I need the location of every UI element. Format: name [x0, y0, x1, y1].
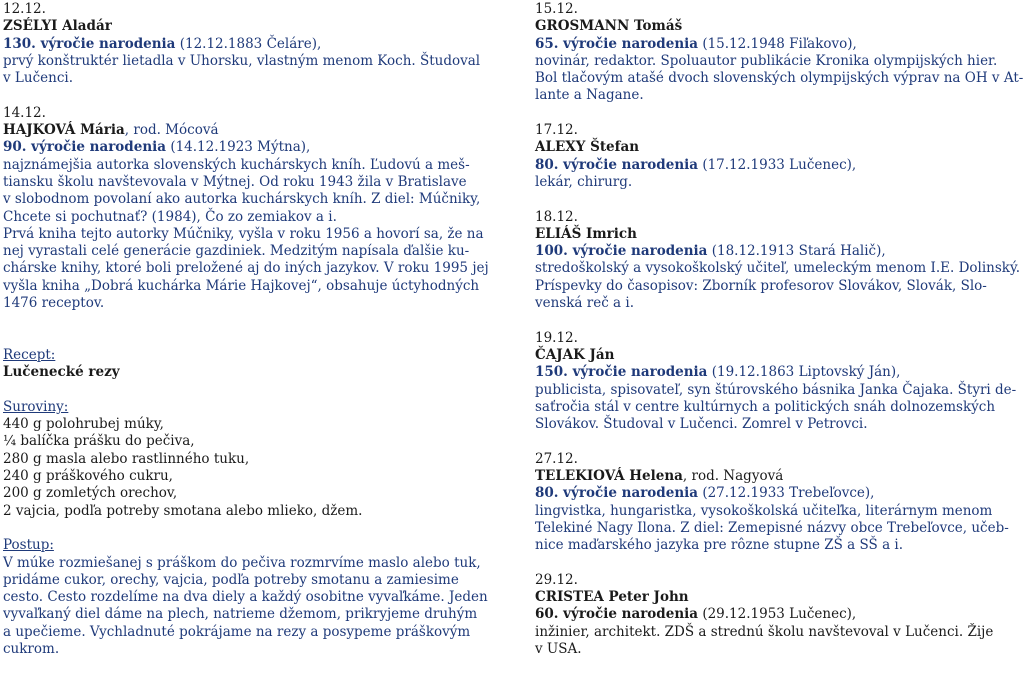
entry-description: stredoškolský a vysokoškolský učiteľ, umeleckým menom I.E. Dolinský. [535, 260, 1021, 277]
name-detail: , rod. Mócová [124, 122, 219, 139]
entry-description: Slovákov. Študoval v Lučenci. Zomrel v Petrovci. [535, 416, 868, 433]
ingredient-item: 240 g práškového cukru, [3, 468, 173, 485]
entry-anniversary [535, 606, 959, 623]
method-line: cesto. Cesto rozdelíme na dva diely a každý osobitne vyvaľkáme. Jeden [3, 589, 488, 606]
anniversary-bold: 60. výročie narodenia [535, 606, 699, 623]
ingredient-item: 2 vajcia, podľa potreby smotana alebo mlieko, džem. [3, 502, 363, 519]
entry-anniversary [535, 364, 959, 381]
entry-anniversary [535, 243, 959, 260]
entry-cajak [535, 329, 1017, 434]
method-line: vyvaľkaný diel dáme na plech, natrieme džemom, prikryjeme druhým [3, 606, 478, 623]
entry-hajkova [3, 104, 489, 313]
entry-anniversary [535, 485, 959, 502]
entry-date: 17.12. [535, 122, 578, 139]
entry-anniversary [3, 139, 435, 156]
entry-grosmann [535, 1, 1023, 105]
entry-description: prvý konštruktér lietadla v Uhorsku, vlastným menom Koch. Študoval [3, 52, 481, 69]
ingredient-item: 200 g zomletých orechov, [3, 485, 178, 502]
entry-date: 29.12. [535, 571, 578, 588]
entry-anniversary [535, 36, 959, 53]
method-label: Postup: [3, 537, 54, 554]
ingredient-item: ¼ balíčka prášku do pečiva, [3, 433, 195, 450]
entry-description: Bol tlačovým atašé dvoch slovenských olympijských výprav na OH v At- [535, 70, 1023, 87]
entry-description: najznámejšia autorka slovenských kuchárskych kníh. Ľudovú a meš- [3, 156, 470, 173]
method-line: V múke rozmiešanej s práškom do pečiva rozmrvíme maslo alebo tuk, [3, 554, 481, 571]
left-column [3, 1, 489, 658]
ingredient-item: 280 g masla alebo rastlinného tuku, [3, 450, 250, 467]
entry-date: 14.12. [3, 104, 46, 121]
entry-description: novinár, redaktor. Spoluautor publikácie Kronika olympijských hier. [535, 52, 998, 69]
method-line: cukrom. [3, 640, 60, 657]
entry-date: 18.12. [535, 208, 578, 225]
entry-description: chárske knihy, ktoré boli preložené aj do iných jazykov. V roku 1995 jej [3, 260, 489, 277]
anniversary-bold: 80. výročie narodenia [535, 156, 699, 173]
anniversary-bold: 65. výročie narodenia [535, 35, 699, 52]
entry-description: nej vyrastali celé generácie gazdiniek. Medzitým napísala ďalšie ku- [3, 243, 470, 260]
anniversary-detail: (14.12.1923 Mýtna), [166, 139, 311, 156]
entry-date: 19.12. [535, 329, 578, 346]
entry-description: v USA. [535, 640, 582, 657]
anniversary-bold: 100. výročie narodenia [535, 243, 708, 260]
anniversary-detail: (17.12.1933 Lučenec), [698, 156, 857, 173]
entry-elias [535, 208, 1021, 313]
entry-description: Chcete si pochutnať? (1984), Čo zo zemiakov a i. [3, 208, 337, 225]
entry-description: vyšla kniha „Dobrá kuchárka Márie Hajkovej“, obsahuje úctyhodných [3, 277, 480, 294]
entry-name [535, 468, 959, 485]
name-bold: TELEKIOVÁ Helena [535, 468, 683, 485]
anniversary-detail: (18.12.1913 Stará Halič), [707, 243, 886, 260]
spacer [3, 520, 435, 537]
entry-description: publicista, spisovateľ, syn štúrovského básnika Janka Čajaka. Štyri de- [535, 381, 1017, 398]
entry-telekiova [535, 450, 1009, 555]
name-detail: , rod. Nagyová [682, 468, 784, 485]
entry-description: Príspevky do časopisov: Zborník profesorov Slovákov, Slovák, Slo- [535, 277, 987, 294]
ingredients-label: Suroviny: [3, 398, 69, 415]
entry-date: 15.12. [535, 1, 578, 17]
entry-alexy [535, 122, 959, 191]
entry-description: venská reč a i. [535, 295, 635, 312]
spacer [3, 330, 435, 347]
entry-date: 12.12. [3, 1, 46, 17]
anniversary-bold: 130. výročie narodenia [3, 35, 176, 52]
right-column [535, 1, 1023, 676]
entry-description: v slobodnom povolaní ako autorka kuchárskych kníh. Z diel: Múčniky, [3, 191, 481, 208]
entry-name: ALEXY Štefan [535, 139, 640, 156]
recipe [3, 346, 488, 658]
entry-description: Prvá kniha tejto autorky Múčniky, vyšla v roku 1956 a hovorí sa, že na [3, 225, 484, 242]
entry-description: tiansku školu navštevovala v Mýtnej. Od roku 1943 žila v Bratislave [3, 173, 467, 190]
anniversary-detail: (12.12.1883 Čeláre), [175, 35, 322, 52]
recipe-label: Recept: [3, 346, 56, 363]
method-line: a upečieme. Vychladnuté pokrájame na rezy a posypeme práškovým [3, 623, 471, 640]
entry-cristea [535, 571, 994, 658]
anniversary-detail: (27.12.1933 Trebeľovce), [698, 485, 875, 502]
entry-name: GROSMANN Tomáš [535, 18, 683, 35]
entry-description: lekár, chirurg. [535, 173, 633, 190]
entry-zselyi [3, 1, 481, 87]
entry-anniversary [535, 157, 959, 174]
anniversary-bold: 150. výročie narodenia [535, 364, 708, 381]
entry-description: saťročia stál v centre kultúrnych a politických snáh dolnozemských [535, 398, 996, 415]
entry-description: v Lučenci. [3, 70, 73, 87]
anniversary-bold: 80. výročie narodenia [535, 485, 699, 502]
entry-name [3, 122, 435, 139]
entry-anniversary [3, 36, 435, 53]
entry-name: ELIÁŠ Imrich [535, 225, 637, 242]
name-bold: HAJKOVÁ Mária [3, 122, 125, 139]
entry-description: 1476 receptov. [3, 295, 105, 312]
spacer [3, 382, 435, 399]
entry-name: ZSÉLYI Aladár [3, 18, 112, 35]
entry-description: Telekiné Nagy Ilona. Z diel: Zemepisné názvy obce Trebeľovce, učeb- [535, 519, 1009, 536]
anniversary-detail: (19.12.1863 Liptovský Ján), [707, 364, 901, 381]
entry-description: lante a Nagane. [535, 87, 644, 104]
entry-name: CRISTEA Peter John [535, 589, 689, 606]
anniversary-detail: (29.12.1953 Lučenec), [698, 606, 857, 623]
method-line: pridáme cukor, orechy, vajcia, podľa potreby smotanu a zamiesime [3, 571, 459, 588]
entry-description: nice maďarského jazyka pre rôzne stupne ZŠ a SŠ a i. [535, 537, 904, 554]
entry-name: ČAJAK Ján [535, 346, 615, 363]
anniversary-bold: 90. výročie narodenia [3, 139, 167, 156]
entry-description: inžinier, architekt. ZDŠ a strednú školu navštevoval v Lučenci. Žije [535, 623, 994, 640]
entry-date: 27.12. [535, 450, 578, 467]
anniversary-detail: (15.12.1948 Fiľakovo), [698, 35, 857, 52]
ingredient-item: 440 g polohrubej múky, [3, 416, 164, 433]
entry-description: lingvistka, hungaristka, vysokoškolská učiteľka, literárnym menom [535, 502, 993, 519]
recipe-title: Lučenecké rezy [3, 364, 120, 381]
